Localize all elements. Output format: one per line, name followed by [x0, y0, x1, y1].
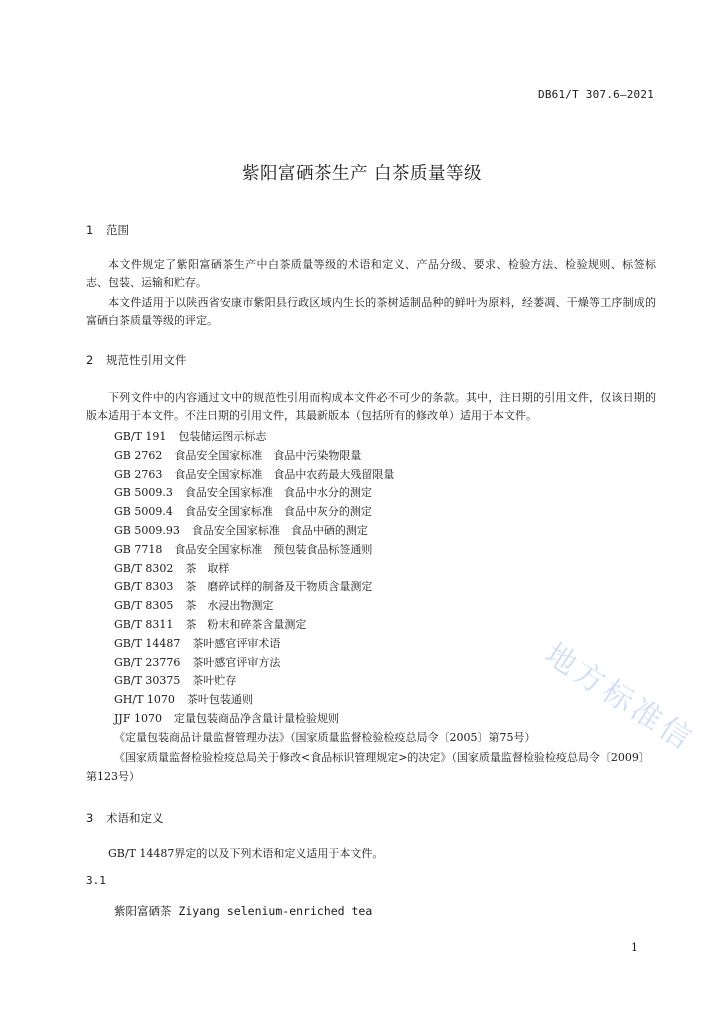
reference-code: GB/T 8311	[114, 617, 174, 631]
page-number: 1	[631, 941, 638, 954]
reference-title: 食品安全国家标准 食品中灰分的测定	[184, 505, 372, 519]
reference-code: JJF 1070	[114, 711, 162, 725]
section-title: 范围	[106, 223, 129, 237]
document-number: DB61/T 307.6—2021	[538, 88, 654, 101]
reference-item	[114, 447, 394, 466]
reference-code: GB 5009.3	[114, 486, 173, 500]
reference-title: 茶 磨碎试样的制备及干物质含量测定	[185, 580, 373, 594]
reference-code: GB/T 23776	[114, 655, 181, 669]
reference-code: GB/T 14487	[114, 636, 181, 650]
section-title: 规范性引用文件	[106, 353, 187, 367]
reference-item	[114, 578, 394, 597]
reference-title: 食品安全国家标准 预包装食品标签通则	[174, 542, 373, 556]
reference-title: 食品安全国家标准 食品中硒的测定	[191, 523, 368, 537]
reference-title: 茶叶感官评审方法	[192, 655, 281, 669]
reference-item	[114, 560, 394, 579]
reference-code: GB/T 191	[114, 430, 167, 443]
reference-title: 食品安全国家标准 食品中水分的测定	[184, 486, 372, 500]
reference-code: GB 2763	[114, 467, 163, 481]
reference-item	[114, 484, 394, 503]
references-intro: 下列文件中的内容通过文中的规范性引用而构成本文件必不可少的条款。其中，注日期的引用文件，仅该日期的版本适用于本文件。不注日期的引用文件，其最新版本（包括所有的修改单）适用于本文件。	[86, 391, 656, 422]
section-title: 术语和定义	[106, 811, 164, 825]
reference-title: 包装储运图示标志	[178, 430, 267, 443]
document-title: 紫阳富硒茶生产 白茶质量等级	[241, 164, 483, 184]
scope-paragraph-2: 本文件适用于以陕西省安康市紫阳县行政区域内生长的茶树适制品种的鲜叶为原料，经萎凋、干燥等工序制成的富硒白茶质量等级的评定。	[86, 296, 656, 327]
section-3-heading	[86, 810, 164, 826]
reference-list	[114, 428, 394, 729]
section-1-heading	[86, 222, 129, 238]
reference-item	[114, 691, 394, 710]
section-number: 2	[86, 353, 94, 367]
reference-item	[114, 522, 394, 541]
reference-title: 茶叶贮存	[192, 674, 237, 688]
reference-item	[114, 672, 394, 691]
reference-item	[114, 635, 394, 654]
term-number: 3.1	[86, 874, 106, 887]
reference-code: GB/T 8302	[114, 561, 174, 575]
reference-item	[114, 616, 394, 635]
reference-title: 食品安全国家标准 食品中污染物限量	[174, 448, 362, 462]
reference-code: GB 5009.93	[114, 523, 180, 537]
term-name: 紫阳富硒茶 Ziyang selenium-enriched tea	[114, 904, 373, 918]
reference-code: GB 5009.4	[114, 505, 173, 519]
reference-item	[114, 710, 394, 729]
section-2-heading	[86, 352, 187, 368]
scope-paragraph-1: 本文件规定了紫阳富硒茶生产中白茶质量等级的术语和定义、产品分级、要求、检验方法、检验规则、标签标志、包装、运输和贮存。	[86, 258, 656, 289]
reference-title: 食品安全国家标准 食品中农药最大残留限量	[174, 467, 395, 481]
regulation-reference-1: 《定量包装商品计量监督管理办法》（国家质量监督检验检疫总局令〔2005〕第75号）	[114, 731, 536, 744]
reference-code: GB 2762	[114, 448, 163, 462]
reference-title: 茶叶感官评审术语	[192, 636, 281, 650]
reference-code: GB/T 8305	[114, 599, 174, 613]
reference-code: GH/T 1070	[114, 693, 175, 707]
reference-item	[114, 503, 394, 522]
watermark: 地方标准信	[538, 636, 701, 759]
reference-code: GB/T 8303	[114, 580, 174, 594]
reference-item	[114, 654, 394, 673]
reference-title: 茶 粉末和碎茶含量测定	[185, 617, 307, 631]
reference-code: GB 7718	[114, 542, 163, 556]
reference-item	[114, 466, 394, 485]
regulation-reference-2: 《国家质量监督检验检疫总局关于修改<食品标识管理规定>的决定》（国家质量监督检验检疫总局令〔2009〕第123号）	[86, 751, 650, 783]
section-number: 1	[86, 223, 94, 237]
reference-item	[114, 541, 394, 560]
reference-title: 茶 取样	[185, 561, 230, 575]
reference-code: GB/T 30375	[114, 674, 181, 688]
reference-title: 茶叶包装通则	[186, 693, 253, 707]
section-number: 3	[86, 811, 94, 825]
reference-item	[114, 597, 394, 616]
terms-intro: GB/T 14487界定的以及下列术语和定义适用于本文件。	[108, 847, 384, 860]
reference-title: 茶 水浸出物测定	[185, 599, 274, 613]
reference-title: 定量包装商品净含量计量检验规则	[173, 711, 339, 725]
reference-item	[114, 428, 394, 447]
